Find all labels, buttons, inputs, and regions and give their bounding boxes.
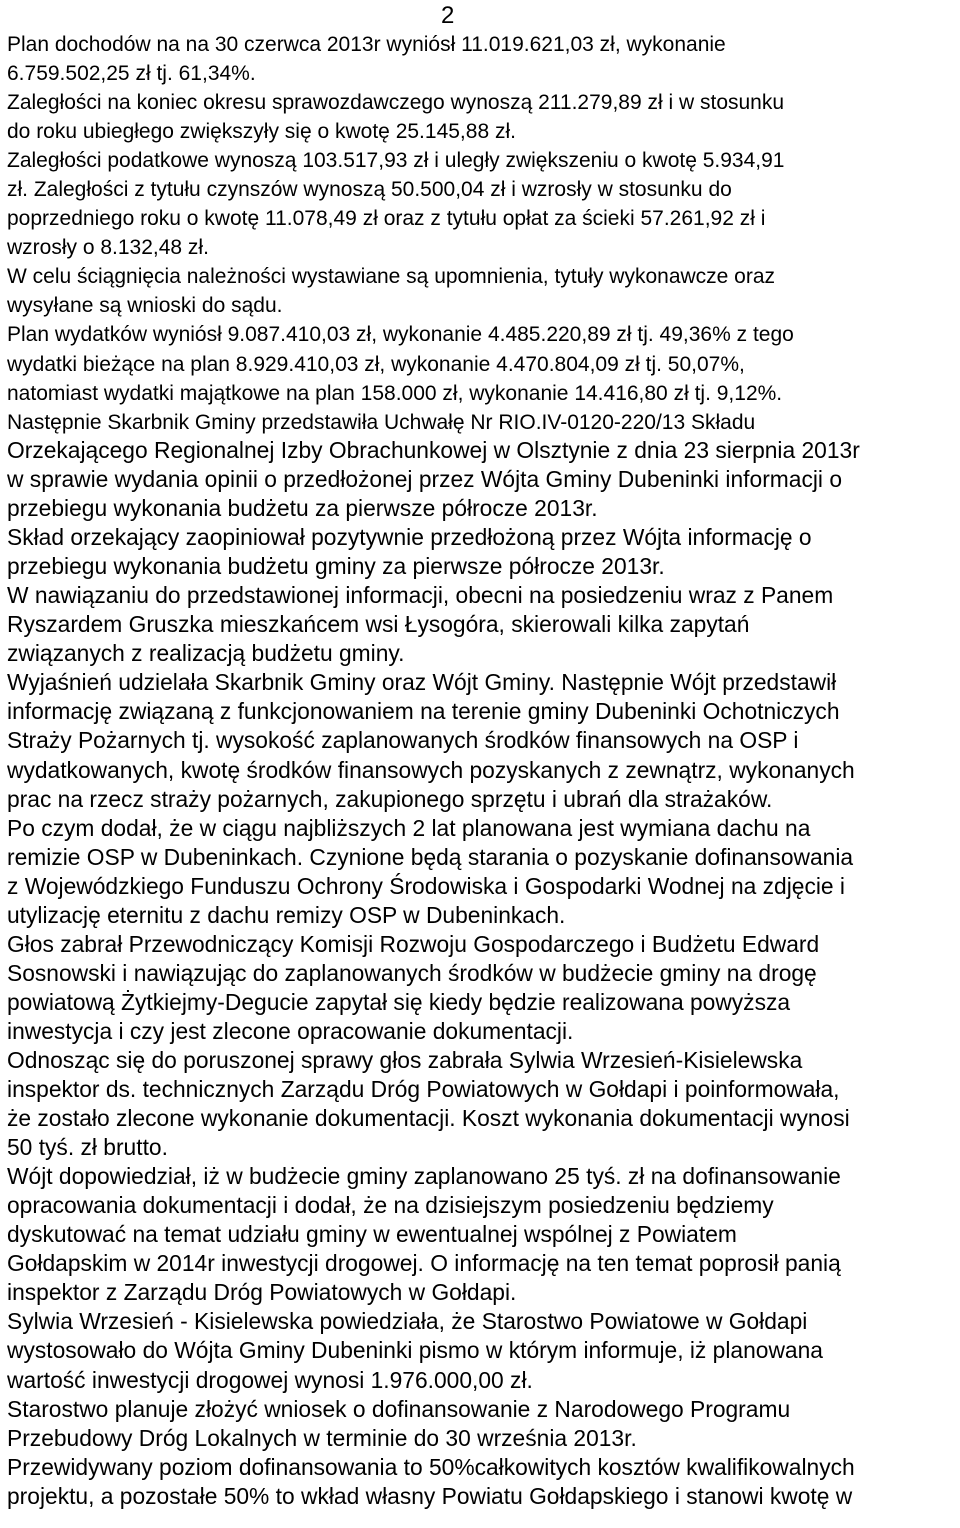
text-line: do roku ubiegłego zwiększyły się o kwotę 25.145,88 zł.: [7, 120, 516, 144]
text-line: Następnie Skarbnik Gminy przedstawiła Uchwałę Nr RIO.IV-0120-220/13 Składu: [7, 410, 756, 434]
text-line: związanych z realizacją budżetu gminy.: [7, 640, 405, 667]
text-line: Wójt dopowiedział, iż w budżecie gminy zaplanowano 25 tyś. zł na dofinansowanie: [7, 1163, 841, 1190]
text-line: W celu ściągnięcia należności wystawiane są upomnienia, tytuły wykonawcze oraz: [7, 265, 776, 289]
text-line: wydatkowanych, kwotę środków finansowych pozyskanych z zewnątrz, wykonanych: [7, 756, 855, 783]
text-line: informację związaną z funkcjonowaniem na terenie gminy Dubeninki Ochotniczych: [7, 698, 840, 725]
text-line: 50 tyś. zł brutto.: [7, 1134, 168, 1161]
text-line: Starostwo planuje złożyć wniosek o dofinansowanie z Narodowego Programu: [7, 1395, 791, 1422]
text-line: Gołdapskim w 2014r inwestycji drogowej. O informację na ten temat poprosił panią: [7, 1250, 841, 1277]
text-line: utylizację eternitu z dachu remizy OSP w Dubeninkach.: [7, 901, 566, 928]
text-line: powiatową Żytkiejmy-Degucie zapytał się kiedy będzie realizowana powyższa: [7, 988, 791, 1015]
text-line: dyskutować na temat udziału gminy w ewentualnej wspólnej z Powiatem: [7, 1221, 737, 1248]
text-line: wydatki bieżące na plan 8.929.410,03 zł, wykonanie 4.470.804,09 zł tj. 50,07%,: [7, 352, 745, 376]
text-line: opracowania dokumentacji i dodał, że na dzisiejszym posiedzeniu będziemy: [7, 1192, 774, 1219]
text-line: projektu, a pozostałe 50% to wkład własny Powiatu Gołdapskiego i stanowi kwotę w: [7, 1482, 853, 1509]
text-line: inspektor z Zarządu Dróg Powiatowych w Gołdapi.: [7, 1279, 517, 1306]
text-line: Plan dochodów na na 30 czerwca 2013r wyniósł 11.019.621,03 zł, wykonanie: [7, 33, 726, 56]
text-line: zł. Zaległości z tytułu czynszów wynoszą 50.500,04 zł i wzrosły w stosunku do: [7, 178, 732, 202]
text-line: w sprawie wydania opinii o przedłożonej przez Wójta Gminy Dubeninki informacji o: [7, 466, 842, 493]
page-number: 2: [441, 2, 455, 29]
text-line: Zaległości na koniec okresu sprawozdawczego wynoszą 211.279,89 zł i w stosunku: [7, 91, 785, 115]
text-line: Plan wydatków wyniósł 9.087.410,03 zł, wykonanie 4.485.220,89 zł tj. 49,36% z tego: [7, 323, 794, 347]
text-line: że zostało zlecone wykonanie dokumentacji. Koszt wykonania dokumentacji wynosi: [7, 1105, 850, 1132]
text-line: inspektor ds. technicznych Zarządu Dróg Powiatowych w Gołdapi i poinformowała,: [7, 1076, 840, 1103]
text-line: Orzekającego Regionalnej Izby Obrachunkowej w Olsztynie z dnia 23 sierpnia 2013r: [7, 437, 860, 463]
text-line: Sylwia Wrzesień - Kisielewska powiedziała, że Starostwo Powiatowe w Gołdapi: [7, 1308, 808, 1335]
text-line: poprzedniego roku o kwotę 11.078,49 zł oraz z tytułu opłat za ścieki 57.261,92 zł i: [7, 207, 766, 231]
text-line: Sosnowski i nawiązując do zaplanowanych środków w budżecie gminy na drogę: [7, 959, 817, 986]
text-line: natomiast wydatki majątkowe na plan 158.000 zł, wykonanie 14.416,80 zł tj. 9,12%.: [7, 381, 783, 405]
text-line: Po czym dodał, że w ciągu najbliższych 2 lat planowana jest wymiana dachu na: [7, 814, 811, 841]
text-line: W nawiązaniu do przedstawionej informacji, obecni na posiedzeniu wraz z Panem: [7, 582, 834, 609]
text-line: wzrosły o 8.132,48 zł.: [7, 236, 209, 260]
text-line: Ryszardem Gruszka mieszkańcem wsi Łysogóra, skierowali kilka zapytań: [7, 611, 750, 638]
text-line: Wyjaśnień udzielała Skarbnik Gminy oraz Wójt Gminy. Następnie Wójt przedstawił: [7, 669, 837, 696]
text-line: przebiegu wykonania budżetu gminy za pierwsze półrocze 2013r.: [7, 553, 665, 580]
text-line: wystosowało do Wójta Gminy Dubeninki pismo w którym informuje, iż planowana: [7, 1337, 823, 1364]
text-line: inwestycja i czy jest zlecone opracowanie dokumentacji.: [7, 1017, 574, 1044]
text-line: Zaległości podatkowe wynoszą 103.517,93 zł i uległy zwiększeniu o kwotę 5.934,91: [7, 149, 785, 173]
session-minutes-text: [7, 436, 955, 1511]
text-line: Skład orzekający zaopiniował pozytywnie przedłożoną przez Wójta informację o: [7, 524, 812, 551]
text-line: prac na rzecz straży pożarnych, zakupionego sprzętu i ubrań dla strażaków.: [7, 785, 773, 812]
text-line: przebiegu wykonania budżetu za pierwsze półrocze 2013r.: [7, 495, 598, 522]
text-line: Straży Pożarnych tj. wysokość zaplanowanych środków finansowych na OSP i: [7, 727, 799, 754]
text-line: wartość inwestycji drogowej wynosi 1.976.000,00 zł.: [7, 1366, 533, 1393]
text-line: Głos zabrał Przewodniczący Komisji Rozwoju Gospodarczego i Budżetu Edward: [7, 930, 820, 957]
text-line: Odnosząc się do poruszonej sprawy głos zabrała Sylwia Wrzesień-Kisielewska: [7, 1046, 803, 1073]
text-line: remizie OSP w Dubeninkach. Czynione będą starania o pozyskanie dofinansowania: [7, 843, 854, 870]
text-line: wysyłane są wnioski do sądu.: [7, 294, 283, 318]
text-line: Przebudowy Dróg Lokalnych w terminie do 30 września 2013r.: [7, 1424, 637, 1451]
text-line: Przewidywany poziom dofinansowania to 50%całkowitych kosztów kwalifikowalnych: [7, 1453, 855, 1480]
text-line: 6.759.502,25 zł tj. 61,34%.: [7, 62, 256, 86]
text-line: z Wojewódzkiego Funduszu Ochrony Środowiska i Gospodarki Wodnej na zdjęcie i: [7, 872, 845, 899]
budget-report-text: [7, 30, 955, 437]
